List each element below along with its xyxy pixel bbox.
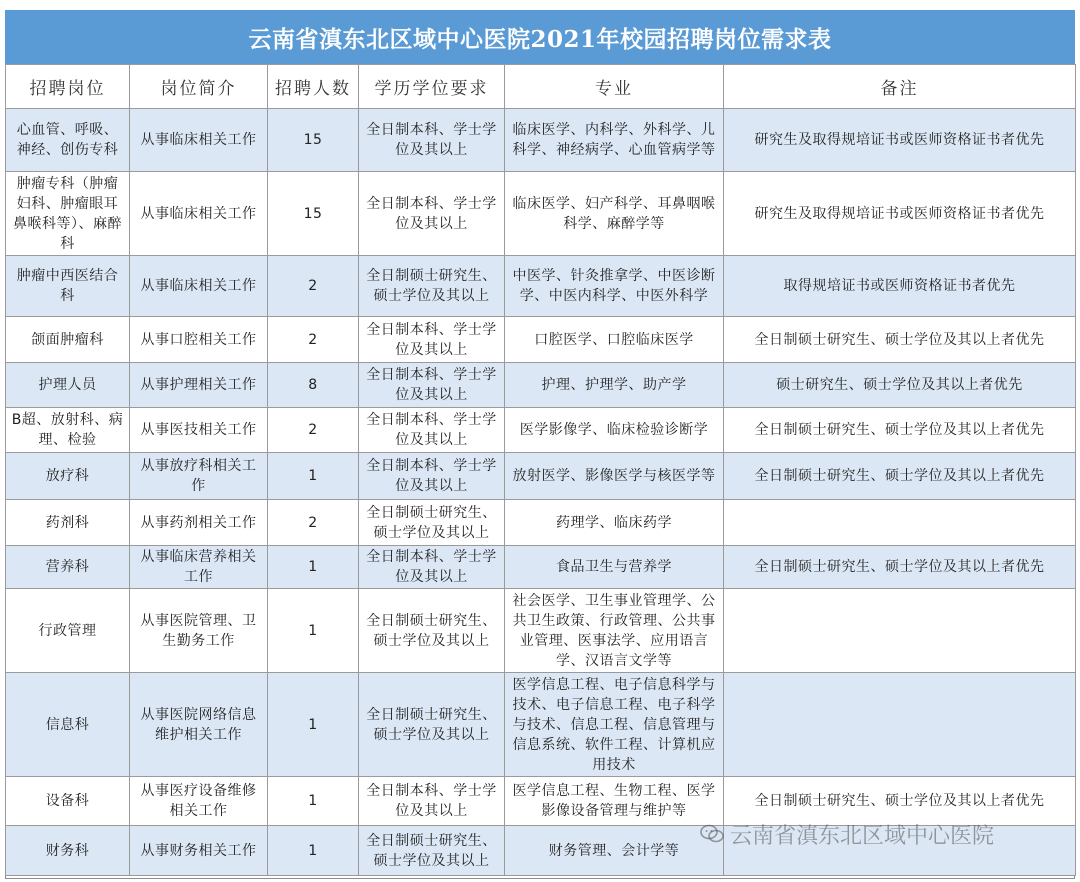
cell-major: 口腔医学、口腔临床医学 xyxy=(505,317,724,363)
cell-post: 设备科 xyxy=(6,777,130,826)
cell-intro: 从事临床相关工作 xyxy=(130,256,268,317)
cell-note xyxy=(724,826,1076,876)
header-note: 备注 xyxy=(724,65,1076,109)
cell-intro: 从事医疗设备维修相关工作 xyxy=(130,777,268,826)
cell-post: 肿瘤中西医结合科 xyxy=(6,256,130,317)
cell-post: 信息科 xyxy=(6,673,130,777)
cell-education: 全日制硕士研究生、硕士学位及其以上 xyxy=(359,589,505,673)
cell-education: 全日制本科、学士学位及其以上 xyxy=(359,408,505,453)
table-row xyxy=(6,256,1076,317)
table-row xyxy=(6,777,1076,826)
cell-note: 全日制硕士研究生、硕士学位及其以上者优先 xyxy=(724,546,1076,589)
cell-note: 全日制硕士研究生、硕士学位及其以上者优先 xyxy=(724,408,1076,453)
cell-intro: 从事药剂相关工作 xyxy=(130,500,268,546)
cell-count: 1 xyxy=(268,826,359,876)
cell-post: 行政管理 xyxy=(6,589,130,673)
cell-note: 全日制硕士研究生、硕士学位及其以上者优先 xyxy=(724,317,1076,363)
cell-major: 临床医学、妇产科学、耳鼻咽喉科学、麻醉学等 xyxy=(505,172,724,256)
cell-note: 取得规培证书或医师资格证书者优先 xyxy=(724,256,1076,317)
cell-post: 营养科 xyxy=(6,546,130,589)
cell-education: 全日制硕士研究生、硕士学位及其以上 xyxy=(359,673,505,777)
cell-note: 研究生及取得规培证书或医师资格证书者优先 xyxy=(724,109,1076,172)
cell-intro: 从事财务相关工作 xyxy=(130,826,268,876)
cell-post: 放疗科 xyxy=(6,453,130,500)
cell-major: 中医学、针灸推拿学、中医诊断学、中医内科学、中医外科学 xyxy=(505,256,724,317)
recruitment-table xyxy=(5,64,1076,876)
cell-education: 全日制本科、学士学位及其以上 xyxy=(359,317,505,363)
cell-intro: 从事口腔相关工作 xyxy=(130,317,268,363)
cell-intro: 从事医院管理、卫生勤务工作 xyxy=(130,589,268,673)
cell-major: 临床医学、内科学、外科学、儿科学、神经病学、心血管病学等 xyxy=(505,109,724,172)
table-row xyxy=(6,453,1076,500)
cell-post: B超、放射科、病理、检验 xyxy=(6,408,130,453)
cell-major: 财务管理、会计学等 xyxy=(505,826,724,876)
table-row xyxy=(6,408,1076,453)
table-row xyxy=(6,172,1076,256)
cell-education: 全日制硕士研究生、硕士学位及其以上 xyxy=(359,256,505,317)
cell-note xyxy=(724,500,1076,546)
table-header-row xyxy=(6,65,1076,109)
header-major: 专业 xyxy=(505,65,724,109)
table-row xyxy=(6,673,1076,777)
cell-count: 1 xyxy=(268,546,359,589)
table-row xyxy=(6,317,1076,363)
cell-count: 1 xyxy=(268,589,359,673)
table-row xyxy=(6,826,1076,876)
cell-note: 全日制硕士研究生、硕士学位及其以上者优先 xyxy=(724,777,1076,826)
cell-education: 全日制本科、学士学位及其以上 xyxy=(359,453,505,500)
cell-education: 全日制本科、学士学位及其以上 xyxy=(359,363,505,408)
cell-count: 1 xyxy=(268,673,359,777)
cell-major: 放射医学、影像医学与核医学等 xyxy=(505,453,724,500)
cell-intro: 从事临床相关工作 xyxy=(130,109,268,172)
table-row xyxy=(6,589,1076,673)
cell-education: 全日制本科、学士学位及其以上 xyxy=(359,109,505,172)
table-row xyxy=(6,109,1076,172)
cell-note: 全日制硕士研究生、硕士学位及其以上者优先 xyxy=(724,453,1076,500)
cell-count: 2 xyxy=(268,408,359,453)
cell-count: 8 xyxy=(268,363,359,408)
cell-major: 社会医学、卫生事业管理学、公共卫生政策、行政管理、公共事业管理、医事法学、应用语言学、汉语言文学等 xyxy=(505,589,724,673)
table-row xyxy=(6,363,1076,408)
cell-count: 15 xyxy=(268,109,359,172)
cell-post: 颌面肿瘤科 xyxy=(6,317,130,363)
cell-post: 心血管、呼吸、神经、创伤专科 xyxy=(6,109,130,172)
cell-note xyxy=(724,673,1076,777)
header-post: 招聘岗位 xyxy=(6,65,130,109)
table-row xyxy=(6,546,1076,589)
cell-major: 医学影像学、临床检验诊断学 xyxy=(505,408,724,453)
cell-intro: 从事护理相关工作 xyxy=(130,363,268,408)
cell-major: 药理学、临床药学 xyxy=(505,500,724,546)
header-education: 学历学位要求 xyxy=(359,65,505,109)
header-intro: 岗位简介 xyxy=(130,65,268,109)
cell-count: 2 xyxy=(268,500,359,546)
cell-major: 医学信息工程、电子信息科学与技术、电子信息工程、电子科学与技术、信息工程、信息管理与信息系统、软件工程、计算机应用技术 xyxy=(505,673,724,777)
cell-count: 2 xyxy=(268,256,359,317)
header-count: 招聘人数 xyxy=(268,65,359,109)
cell-intro: 从事医院网络信息维护相关工作 xyxy=(130,673,268,777)
cell-count: 2 xyxy=(268,317,359,363)
cell-intro: 从事放疗科相关工作 xyxy=(130,453,268,500)
cell-education: 全日制本科、学士学位及其以上 xyxy=(359,172,505,256)
cell-education: 全日制硕士研究生、硕士学位及其以上 xyxy=(359,500,505,546)
cell-post: 护理人员 xyxy=(6,363,130,408)
cell-education: 全日制本科、学士学位及其以上 xyxy=(359,546,505,589)
cell-post: 肿瘤专科（肿瘤妇科、肿瘤眼耳鼻喉科等）、麻醉科 xyxy=(6,172,130,256)
cell-post: 财务科 xyxy=(6,826,130,876)
table-row xyxy=(6,500,1076,546)
cell-intro: 从事医技相关工作 xyxy=(130,408,268,453)
watermark-text: 云南省滇东北区域中心医院 xyxy=(730,823,995,849)
cell-note: 硕士研究生、硕士学位及其以上者优先 xyxy=(724,363,1076,408)
cell-count: 15 xyxy=(268,172,359,256)
cell-education: 全日制本科、学士学位及其以上 xyxy=(359,777,505,826)
cell-count: 1 xyxy=(268,777,359,826)
cell-note xyxy=(724,589,1076,673)
cell-education: 全日制硕士研究生、硕士学位及其以上 xyxy=(359,826,505,876)
cell-major: 食品卫生与营养学 xyxy=(505,546,724,589)
cell-intro: 从事临床营养相关工作 xyxy=(130,546,268,589)
cell-intro: 从事临床相关工作 xyxy=(130,172,268,256)
cell-major: 护理、护理学、助产学 xyxy=(505,363,724,408)
cell-count: 1 xyxy=(268,453,359,500)
cell-note: 研究生及取得规培证书或医师资格证书者优先 xyxy=(724,172,1076,256)
cell-post: 药剂科 xyxy=(6,500,130,546)
page-title: 云南省滇东北区域中心医院2021年校园招聘岗位需求表 xyxy=(5,10,1075,64)
cell-major: 医学信息工程、生物工程、医学影像设备管理与维护等 xyxy=(505,777,724,826)
